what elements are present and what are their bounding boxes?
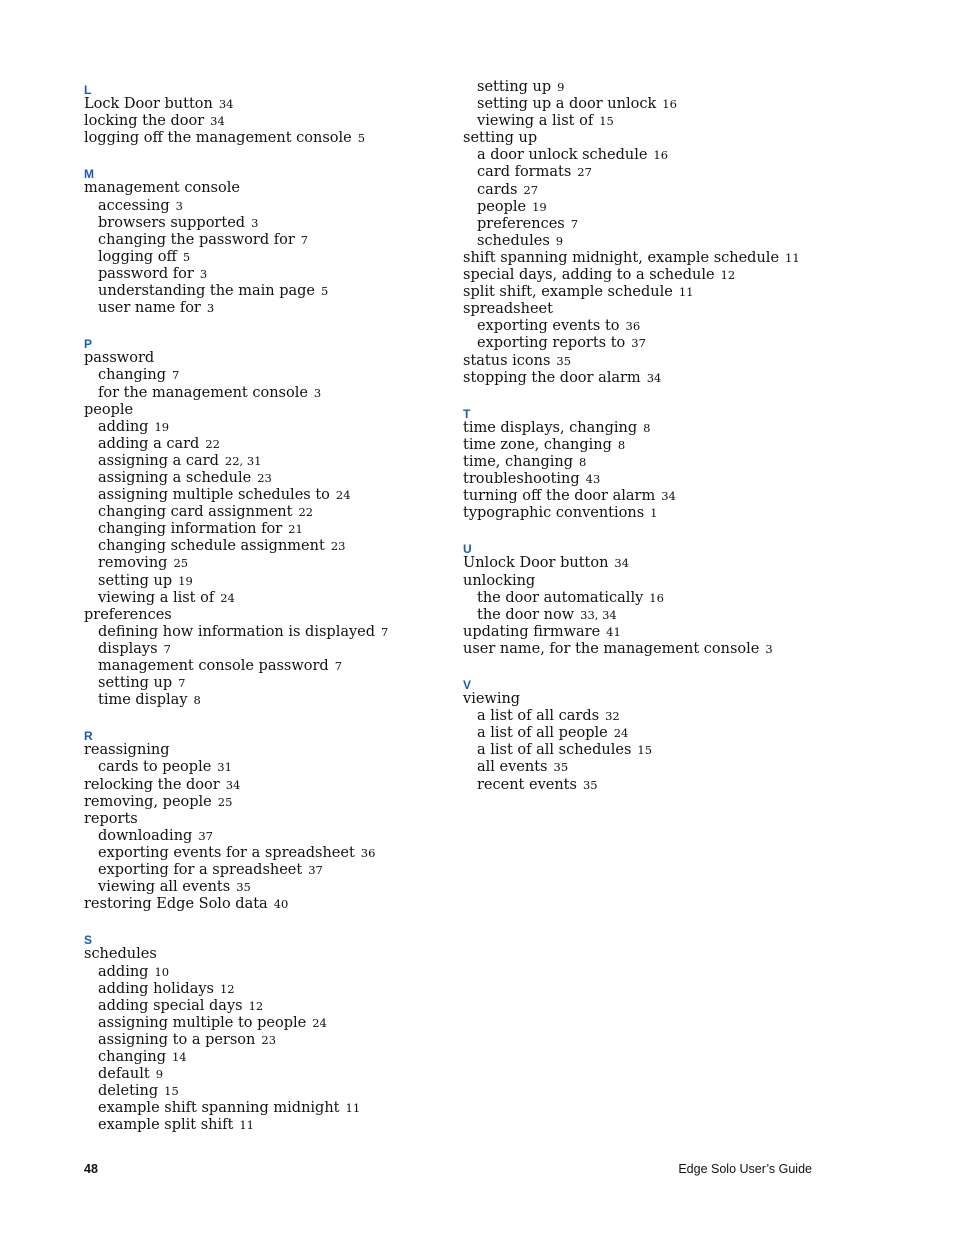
- index-page-ref: 7: [381, 624, 389, 639]
- index-page-ref: 34: [218, 97, 234, 112]
- index-term: logging off: [98, 248, 177, 265]
- index-page-ref: 34: [210, 114, 225, 129]
- index-page-ref: 22: [298, 505, 314, 520]
- index-page-ref: 16: [662, 97, 677, 112]
- index-subentry: [84, 419, 444, 436]
- index-term: adding special days: [98, 997, 243, 1014]
- index-subentry: [463, 335, 863, 352]
- guide-title: Edge Solo User’s Guide: [678, 1162, 812, 1176]
- index-term: preferences: [477, 215, 565, 232]
- index-term: changing: [98, 367, 166, 384]
- index-term: adding holidays: [98, 980, 214, 997]
- index-entry: [84, 896, 444, 913]
- index-entry: [84, 180, 444, 197]
- index-page-ref: 5: [182, 249, 191, 264]
- index-entry: [84, 350, 444, 367]
- index-entry: [463, 353, 863, 370]
- index-term: people: [84, 401, 134, 418]
- index-subentry: [84, 436, 444, 453]
- index-term: password for: [98, 265, 194, 282]
- index-page-ref: 23: [257, 470, 272, 485]
- index-page-ref: 35: [553, 760, 569, 775]
- index-page-ref: 9: [555, 233, 564, 248]
- index-term: displays: [98, 640, 158, 657]
- index-term: schedules: [84, 946, 157, 963]
- index-term: example split shift: [98, 1117, 234, 1134]
- index-entry: [463, 488, 863, 505]
- index-subentry: [84, 675, 444, 692]
- index-term: for the management console: [98, 384, 308, 401]
- index-term: status icons: [463, 352, 551, 369]
- index-term: user name, for the management console: [463, 640, 760, 657]
- index-entry: [463, 573, 863, 590]
- index-page-ref: 7: [178, 676, 186, 691]
- index-term: cards to people: [98, 759, 212, 776]
- index-term: shift spanning midnight, example schedule: [463, 249, 780, 266]
- section-gap: [84, 709, 444, 725]
- index-term: setting up: [98, 572, 173, 589]
- index-subentry: [84, 828, 444, 845]
- index-page-ref: 7: [570, 216, 579, 231]
- index-term: the door now: [477, 606, 575, 623]
- index-term: exporting for a spreadsheet: [98, 862, 303, 879]
- index-subentry: [84, 624, 444, 641]
- index-term: relocking the door: [84, 776, 220, 793]
- index-subentry: [463, 113, 863, 130]
- index-term: logging off the management console: [84, 130, 352, 147]
- index-term: a list of all people: [477, 725, 608, 742]
- index-page-ref: 34: [661, 489, 676, 504]
- index-subentry: [84, 470, 444, 487]
- index-term: troubleshooting: [463, 471, 580, 488]
- index-subentry: [463, 199, 863, 216]
- index-subentry: [84, 692, 444, 709]
- index-entry: [463, 130, 863, 147]
- index-subentry: [84, 759, 444, 776]
- index-page-ref: 32: [605, 709, 620, 724]
- index-subentry: [84, 453, 444, 470]
- index-term: updating firmware: [463, 623, 601, 640]
- index-page-ref: 3: [199, 266, 208, 281]
- index-term: card formats: [477, 164, 572, 181]
- index-term: example shift spanning midnight: [98, 1100, 340, 1117]
- index-page-ref: 11: [678, 285, 694, 300]
- index-entry: [463, 267, 863, 284]
- index-page-ref: 41: [606, 624, 621, 639]
- index-term: changing the password for: [98, 231, 295, 248]
- index-column-left: [84, 79, 444, 1134]
- index-letter-heading: S: [84, 933, 93, 948]
- index-page-ref: 14: [171, 1049, 187, 1064]
- index-subentry: [463, 725, 863, 742]
- index-term: defining how information is displayed: [98, 623, 376, 640]
- index-page-ref: 37: [308, 863, 323, 878]
- index-subentry: [84, 573, 444, 590]
- index-term: downloading: [98, 827, 193, 844]
- index-page-ref: 8: [579, 454, 587, 469]
- index-page-ref: 25: [217, 794, 233, 809]
- index-subentry: [84, 1117, 444, 1134]
- index-term: typographic conventions: [463, 505, 645, 522]
- index-page-ref: 19: [154, 419, 170, 434]
- index-subentry: [84, 266, 444, 283]
- index-term: Lock Door button: [84, 96, 213, 113]
- index-entry: [463, 505, 863, 522]
- index-term: cards: [477, 181, 518, 198]
- index-page-ref: 23: [261, 1032, 277, 1047]
- index-term: assigning multiple to people: [98, 1014, 307, 1031]
- index-letter-heading: M: [84, 167, 94, 182]
- index-page-ref: 7: [334, 659, 343, 673]
- index-page-ref: 25: [173, 556, 189, 571]
- index-subentry: [463, 318, 863, 335]
- index-page-ref: 8: [617, 437, 626, 452]
- index-subentry: [463, 708, 863, 725]
- index-entry: [84, 946, 444, 963]
- index-page-ref: 3: [313, 385, 322, 400]
- index-page-ref: 1: [650, 506, 658, 521]
- section-gap: [84, 913, 444, 929]
- index-page-ref: 8: [193, 693, 201, 708]
- index-term: time, changing: [463, 453, 573, 470]
- index-letter-heading: P: [84, 337, 93, 352]
- index-page-ref: 31: [217, 760, 232, 775]
- index-term: setting up: [98, 675, 173, 692]
- index-term: assigning a schedule: [98, 469, 252, 486]
- index-page-ref: 21: [288, 522, 303, 537]
- index-subentry: [463, 777, 863, 794]
- index-subentry: [463, 742, 863, 759]
- index-subentry: [463, 96, 863, 113]
- index-subentry: [84, 641, 444, 658]
- index-page-ref: 3: [251, 215, 259, 230]
- index-subentry: [84, 1032, 444, 1049]
- index-page-ref: 16: [653, 148, 669, 163]
- index-term: setting up: [463, 130, 538, 147]
- index-term: recent events: [477, 776, 577, 793]
- index-letter-heading: R: [84, 729, 93, 744]
- index-term: viewing a list of: [98, 589, 215, 606]
- index-subentry: [84, 504, 444, 521]
- index-subentry: [84, 521, 444, 538]
- index-page-ref: 9: [557, 80, 565, 94]
- index-term: schedules: [477, 232, 550, 249]
- index-term: assigning multiple schedules to: [98, 487, 330, 504]
- index-page-ref: 27: [523, 182, 539, 197]
- index-subentry: [463, 233, 863, 250]
- index-term: changing card assignment: [98, 504, 293, 521]
- index-entry: [463, 624, 863, 641]
- index-subentry: [84, 385, 444, 402]
- index-page-ref: 35: [582, 777, 598, 792]
- index-term: people: [477, 198, 527, 215]
- index-term: browsers supported: [98, 214, 246, 231]
- section-gap: [84, 147, 444, 163]
- index-term: default: [98, 1066, 150, 1083]
- index-term: adding: [98, 418, 149, 435]
- index-term: management console: [84, 180, 240, 197]
- index-page-ref: 34: [614, 556, 630, 571]
- index-letter-heading: T: [463, 406, 471, 421]
- index-term: adding a card: [98, 435, 200, 452]
- index-term: understanding the main page: [98, 283, 315, 300]
- index-term: setting up: [477, 79, 552, 95]
- index-subentry: [84, 879, 444, 896]
- index-subentry: [84, 1049, 444, 1066]
- index-term: spreadsheet: [463, 301, 553, 318]
- index-entry: [463, 370, 863, 387]
- index-page-ref: 12: [248, 998, 264, 1013]
- index-subentry: [84, 367, 444, 384]
- index-subentry: [84, 1066, 444, 1083]
- index-subentry: [463, 164, 863, 181]
- index-page-ref: 35: [236, 880, 251, 895]
- index-page-ref: 24: [312, 1015, 327, 1030]
- index-page-ref: 37: [631, 336, 646, 351]
- index-term: accessing: [98, 197, 170, 214]
- index-subentry: [463, 590, 863, 607]
- index-subentry: [84, 538, 444, 555]
- index-term: unlocking: [463, 572, 536, 589]
- index-subentry: [463, 759, 863, 776]
- index-entry: [463, 420, 863, 437]
- section-gap: [84, 317, 444, 333]
- index-entry: [463, 250, 863, 267]
- index-page-ref: 33, 34: [580, 607, 617, 622]
- index-subentry: [84, 249, 444, 266]
- index-page-ref: 11: [345, 1101, 361, 1116]
- index-subentry: [84, 1100, 444, 1117]
- index-page-ref: 3: [206, 301, 215, 316]
- index-term: preferences: [84, 606, 172, 623]
- index-page-ref: 15: [164, 1084, 179, 1099]
- index-term: changing information for: [98, 521, 283, 538]
- index-entry: [84, 794, 444, 811]
- index-term: all events: [477, 759, 548, 776]
- index-entry: [84, 742, 444, 759]
- index-term: exporting reports to: [477, 335, 626, 352]
- index-subentry: [84, 198, 444, 215]
- index-entry: [463, 471, 863, 488]
- index-term: setting up a door unlock: [477, 96, 657, 113]
- index-term: adding: [98, 963, 149, 980]
- index-subentry: [84, 590, 444, 607]
- index-page-ref: 7: [171, 368, 180, 383]
- index-subentry: [84, 215, 444, 232]
- index-entry: [463, 691, 863, 708]
- index-entry: [84, 113, 444, 130]
- index-term: reassigning: [84, 742, 170, 759]
- index-page-ref: 34: [225, 777, 241, 792]
- index-page-ref: 11: [785, 250, 800, 265]
- index-term: exporting events for a spreadsheet: [98, 844, 355, 861]
- index-term: stopping the door alarm: [463, 369, 641, 386]
- index-term: locking the door: [84, 113, 205, 130]
- index-term: password: [84, 350, 155, 367]
- index-page-ref: 22, 31: [224, 453, 262, 468]
- index-subentry: [463, 147, 863, 164]
- index-page-ref: 27: [577, 165, 592, 180]
- index-term: changing schedule assignment: [98, 538, 325, 555]
- index-subentry: [84, 964, 444, 981]
- index-page-ref: 22: [205, 436, 220, 451]
- index-term: assigning to a person: [98, 1031, 256, 1048]
- index-page-ref: 19: [532, 199, 547, 214]
- index-page-ref: 5: [321, 284, 329, 299]
- index-column-right: [463, 79, 863, 794]
- index-page-ref: 12: [720, 268, 736, 283]
- index-page-ref: 40: [273, 897, 289, 912]
- page-number: 48: [84, 1162, 98, 1176]
- index-page-ref: 24: [220, 590, 235, 605]
- index-page-ref: 19: [178, 573, 193, 588]
- index-term: a list of all schedules: [477, 742, 632, 759]
- index-term: turning off the door alarm: [463, 488, 656, 505]
- index-page-ref: 3: [765, 641, 773, 656]
- index-page-ref: 5: [357, 131, 366, 146]
- index-page-ref: 16: [649, 590, 664, 605]
- index-entry: [463, 641, 863, 658]
- index-page-ref: 10: [154, 964, 170, 979]
- index-term: restoring Edge Solo data: [84, 896, 268, 913]
- index-subentry: [84, 658, 444, 675]
- index-term: special days, adding to a schedule: [463, 267, 715, 284]
- index-subentry: [84, 845, 444, 862]
- index-term: removing: [98, 555, 168, 572]
- index-term: removing, people: [84, 793, 212, 810]
- index-letter-heading: V: [463, 678, 472, 692]
- index-page-ref: 7: [300, 232, 309, 247]
- index-page-ref: 15: [599, 114, 614, 129]
- index-term: deleting: [98, 1083, 159, 1100]
- index-term: exporting events to: [477, 318, 620, 335]
- index-subentry: [84, 862, 444, 879]
- index-entry: [84, 130, 444, 147]
- index-page-ref: 36: [625, 319, 641, 334]
- index-page-ref: 36: [360, 845, 376, 860]
- index-subentry: [84, 283, 444, 300]
- section-gap: [463, 387, 863, 403]
- index-subentry: [463, 79, 863, 96]
- index-term: time displays, changing: [463, 419, 638, 436]
- section-gap: [463, 522, 863, 538]
- index-entry: [463, 284, 863, 301]
- index-entry: [84, 811, 444, 828]
- index-letter-heading: U: [463, 542, 472, 557]
- index-subentry: [84, 555, 444, 572]
- index-subentry: [84, 1083, 444, 1100]
- index-subentry: [84, 232, 444, 249]
- index-subentry: [84, 300, 444, 317]
- index-page-ref: 37: [198, 828, 213, 843]
- index-term: viewing: [463, 691, 521, 708]
- index-term: viewing all events: [98, 879, 231, 896]
- index-term: a door unlock schedule: [477, 147, 648, 164]
- index-term: the door automatically: [477, 589, 644, 606]
- index-page-ref: 3: [175, 198, 183, 213]
- index-page-ref: 23: [330, 539, 346, 554]
- index-page-ref: 11: [239, 1118, 254, 1133]
- index-entry: [463, 454, 863, 471]
- index-term: time display: [98, 692, 188, 709]
- index-term: split shift, example schedule: [463, 284, 673, 301]
- index-term: reports: [84, 810, 138, 827]
- index-page-ref: 12: [219, 981, 235, 996]
- index-page-ref: 35: [556, 353, 572, 368]
- index-subentry: [463, 607, 863, 624]
- index-term: a list of all cards: [477, 708, 600, 725]
- index-page-ref: 34: [646, 370, 662, 385]
- index-term: Unlock Door button: [463, 555, 609, 572]
- index-entry: [84, 96, 444, 113]
- index-term: viewing a list of: [477, 113, 594, 130]
- index-entry: [463, 437, 863, 454]
- index-page-ref: 7: [163, 641, 171, 656]
- index-page-ref: 8: [643, 420, 651, 435]
- index-subentry: [84, 981, 444, 998]
- index-page-ref: 43: [585, 472, 601, 487]
- index-subentry: [463, 182, 863, 199]
- index-entry: [84, 402, 444, 419]
- index-page-ref: 24: [613, 726, 629, 741]
- index-subentry: [84, 998, 444, 1015]
- index-subentry: [84, 1015, 444, 1032]
- index-letter-heading: L: [84, 83, 92, 97]
- index-subentry: [84, 487, 444, 504]
- index-entry: [84, 607, 444, 624]
- index-subentry: [463, 216, 863, 233]
- index-entry: [463, 555, 863, 572]
- index-page-ref: 24: [335, 488, 351, 503]
- index-page-ref: 15: [637, 743, 653, 758]
- index-term: time zone, changing: [463, 436, 612, 453]
- index-term: changing: [98, 1048, 166, 1065]
- index-term: user name for: [98, 300, 201, 317]
- index-page-ref: 9: [155, 1067, 164, 1082]
- index-entry: [84, 777, 444, 794]
- index-term: management console password: [98, 658, 329, 674]
- section-gap: [463, 658, 863, 674]
- index-term: assigning a card: [98, 452, 219, 469]
- index-entry: [463, 301, 863, 318]
